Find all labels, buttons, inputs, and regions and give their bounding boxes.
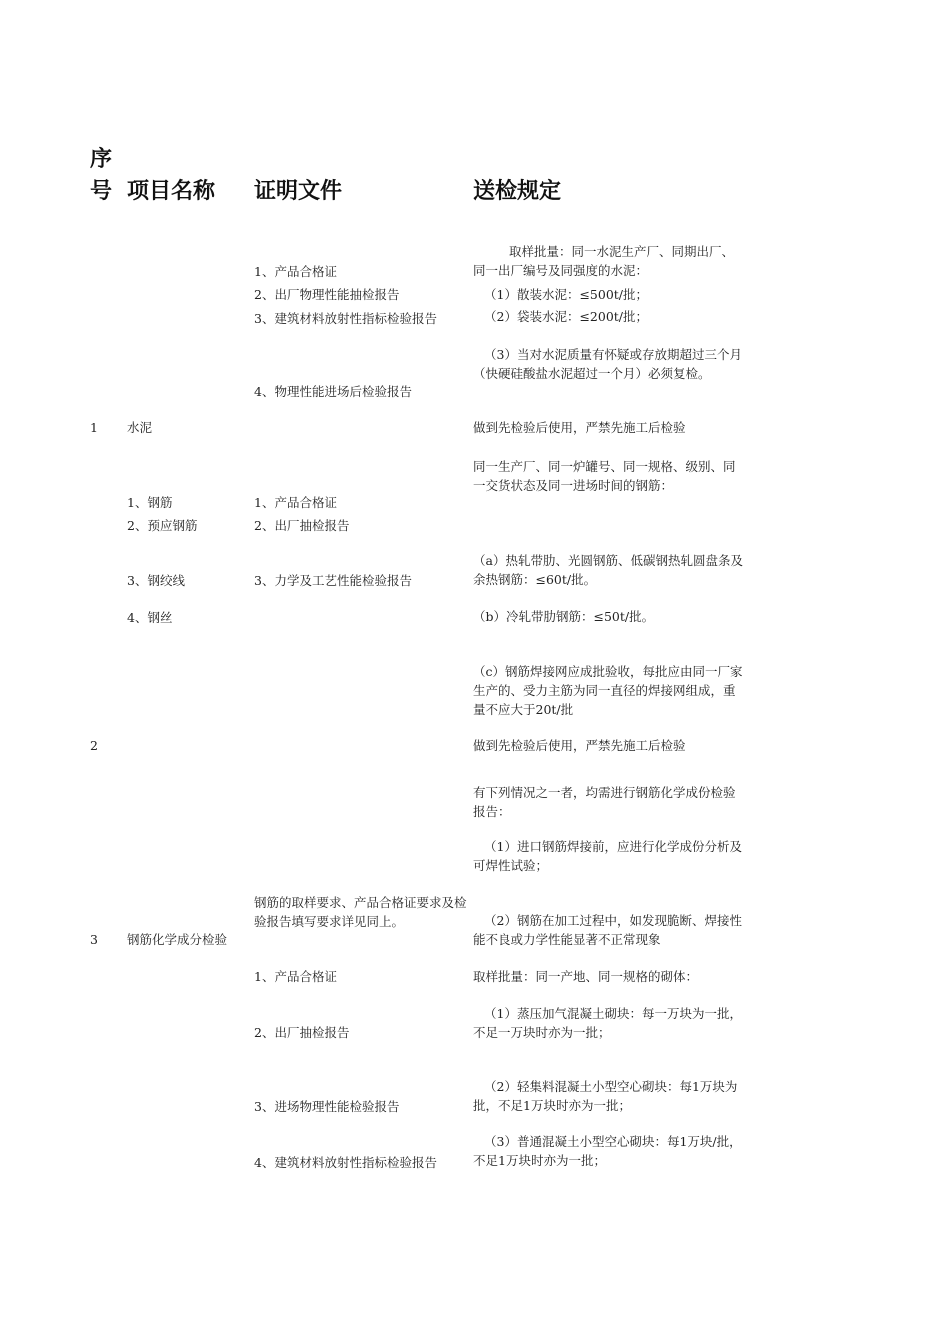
- steel-doc-1: 1、产品合格证: [254, 495, 337, 510]
- cement-row-number: 1: [90, 420, 98, 435]
- header-project-name: 项目名称: [127, 179, 216, 204]
- block-rule-3: （3）普通混凝土小型空心砌块：每1万块/批，不足1万块时亦为一批；: [473, 1134, 742, 1168]
- cement-rule-3: （3）当对水泥质量有怀疑或存放期超过三个月（快硬硅酸盐水泥超过一个月）必须复检。: [473, 347, 742, 381]
- header-certificate: 证明文件: [254, 179, 343, 204]
- steel-rule-note: 做到先检验后使用，严禁先施工后检验: [473, 738, 686, 753]
- steel-name-4: 4、钢丝: [127, 610, 173, 625]
- steel-rule-b: （b）冷轧带肋钢筋：≤50t/批。: [473, 609, 655, 624]
- chem-rule-1: （1）进口钢筋焊接前，应进行化学成份分析及可焊性试验；: [473, 839, 742, 873]
- block-rule-1: （1）蒸压加气混凝土砌块：每一万块为一批，不足一万块时亦为一批；: [473, 1006, 742, 1040]
- steel-rule-c: （c）钢筋焊接网应成批验收，每批应由同一厂家生产的、受力主筋为同一直径的焊接网组成，重量不应大于20t/批: [473, 664, 743, 717]
- cement-doc-3: 3、建筑材料放射性指标检验报告: [254, 311, 437, 326]
- cement-doc-2: 2、出厂物理性能抽检报告: [254, 287, 400, 302]
- chem-rule-2: （2）钢筋在加工过程中，如发现脆断、焊接性能不良或力学性能显著不正常现象: [473, 913, 742, 947]
- steel-name-3: 3、钢绞线: [127, 573, 185, 588]
- steel-doc-2: 2、出厂抽检报告: [254, 518, 350, 533]
- header-seq-line1: 序: [90, 147, 113, 172]
- steel-rule-a: （a）热轧带肋、光圆钢筋、低碳钢热轧圆盘条及余热钢筋：≤60t/批。: [473, 553, 743, 587]
- header-seq-line2: 号: [90, 179, 113, 204]
- cement-doc-1: 1、产品合格证: [254, 264, 337, 279]
- cement-row-name: 水泥: [127, 420, 153, 435]
- steel-doc-3: 3、力学及工艺性能检验报告: [254, 573, 412, 588]
- block-doc-2: 2、出厂抽检报告: [254, 1025, 350, 1040]
- block-rule-batch: 取样批量：同一产地、同一规格的砌体：: [473, 969, 699, 984]
- chem-row-name: 钢筋化学成分检验: [127, 932, 228, 947]
- chem-doc: 钢筋的取样要求、产品合格证要求及检验报告填写要求详见同上。: [254, 895, 467, 929]
- cement-rule-2: （2）袋装水泥：≤200t/批；: [484, 309, 649, 324]
- cement-rule-1: （1）散装水泥：≤500t/批；: [484, 287, 649, 302]
- block-rule-2: （2）轻集料混凝土小型空心砌块：每1万块为批，不足1万块时亦为一批；: [473, 1079, 738, 1113]
- block-doc-4: 4、建筑材料放射性指标检验报告: [254, 1155, 437, 1170]
- steel-name-2: 2、预应钢筋: [127, 518, 198, 533]
- header-inspection: 送检规定: [473, 179, 562, 204]
- steel-rule-batch: 同一生产厂、同一炉罐号、同一规格、级别、同一交货状态及同一进场时间的钢筋：: [473, 459, 736, 493]
- block-doc-1: 1、产品合格证: [254, 969, 337, 984]
- cement-rule-batch: 取样批量：同一水泥生产厂、同期出厂、同一出厂编号及同强度的水泥：: [473, 244, 735, 278]
- block-doc-3: 3、进场物理性能检验报告: [254, 1099, 400, 1114]
- steel-name-1: 1、钢筋: [127, 495, 173, 510]
- steel-row-number: 2: [90, 738, 98, 753]
- cement-rule-note: 做到先检验后使用，严禁先施工后检验: [473, 420, 686, 435]
- chem-rule-intro: 有下列情况之一者，均需进行钢筋化学成份检验报告：: [473, 785, 736, 819]
- cement-doc-4: 4、物理性能进场后检验报告: [254, 384, 412, 399]
- chem-row-number: 3: [90, 932, 98, 947]
